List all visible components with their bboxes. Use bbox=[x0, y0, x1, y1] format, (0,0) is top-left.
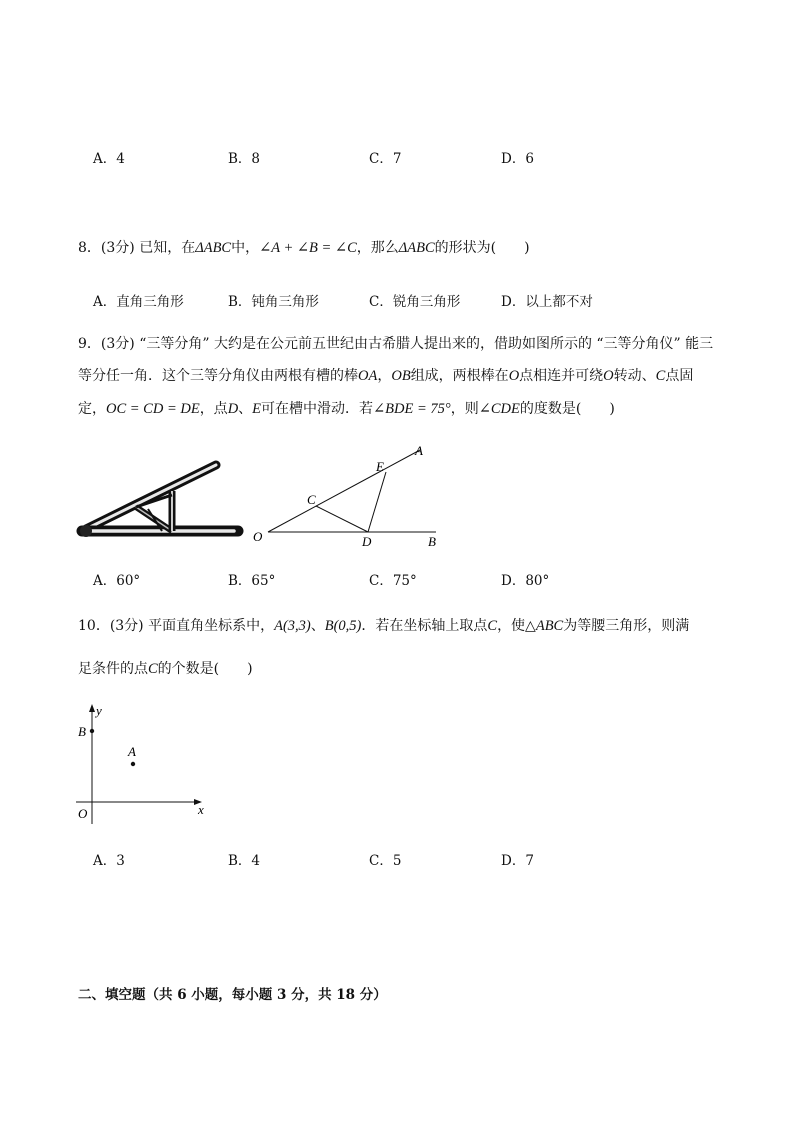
q9-geometry-diagram bbox=[250, 440, 450, 550]
q9-text: 定， bbox=[78, 401, 106, 417]
q10-line-1 bbox=[78, 610, 689, 642]
segment-cd bbox=[316, 506, 368, 532]
q7-option-b: B．8 bbox=[228, 151, 261, 167]
q9-ob: OB bbox=[391, 368, 411, 384]
q10-point-b: B(0,5) bbox=[324, 618, 362, 634]
q9-option-c: C．75° bbox=[369, 573, 417, 589]
trisector-photo bbox=[76, 455, 246, 550]
q9-text: 组成，两根棒在 bbox=[410, 368, 509, 384]
y-axis-arrow-icon bbox=[89, 704, 95, 712]
q9-text: 点固 bbox=[665, 368, 694, 384]
q8-mid1: 中， bbox=[231, 240, 260, 256]
label-a: A bbox=[128, 744, 136, 759]
q9-equation: OC = CD = DE bbox=[106, 401, 200, 417]
q10-text: 10．(3分) 平面直角坐标系中， bbox=[78, 618, 275, 634]
q9-angle-2: ∠CDE bbox=[478, 401, 520, 417]
q9-option-b: B．65° bbox=[228, 573, 276, 589]
q9-o: O bbox=[508, 368, 520, 384]
q8-prefix: 8．(3分) 已知，在 bbox=[78, 240, 196, 256]
q9-oa: OA bbox=[358, 368, 378, 384]
q10-text: ，使△ bbox=[497, 618, 536, 634]
q8-option-d: D．以上都不对 bbox=[501, 294, 593, 310]
q10-text: ．若在坐标轴上取点 bbox=[361, 618, 488, 634]
q9-option-d: D．80° bbox=[501, 573, 550, 589]
q9-text: 点相连并可绕 bbox=[519, 368, 604, 384]
q7-option-a: A．4 bbox=[93, 151, 125, 167]
label-b: B bbox=[428, 534, 436, 549]
q9-text: 、 bbox=[238, 401, 253, 417]
q9-text: 的度数是( ) bbox=[519, 401, 615, 417]
q10-abc: ABC bbox=[535, 618, 564, 634]
q9-d: D bbox=[227, 401, 239, 417]
q10-coordinate-diagram bbox=[72, 700, 217, 828]
q9-line-3 bbox=[78, 393, 615, 425]
q9-text: ， bbox=[377, 368, 392, 384]
label-d: D bbox=[362, 534, 372, 549]
q8-option-a: A．直角三角形 bbox=[93, 294, 184, 310]
q7-option-c: C．7 bbox=[369, 151, 402, 167]
label-a: A bbox=[415, 443, 423, 458]
q10-line-2 bbox=[78, 653, 253, 685]
q9-angle: ∠BDE = 75° bbox=[373, 401, 451, 417]
q8-stem bbox=[78, 232, 530, 264]
segment-de bbox=[368, 472, 386, 532]
label-o: O bbox=[78, 806, 88, 821]
label-o: O bbox=[253, 529, 263, 544]
point-a bbox=[131, 762, 135, 766]
q8-triangle-1: ΔABC bbox=[195, 240, 232, 256]
q8-triangle-2: ΔABC bbox=[398, 240, 435, 256]
q9-text: ，则 bbox=[450, 401, 479, 417]
q9-option-a: A．60° bbox=[93, 573, 141, 589]
q10-text: 足条件的点 bbox=[78, 661, 148, 677]
q10-option-d: D．7 bbox=[501, 853, 534, 869]
q9-text: ，点 bbox=[199, 401, 228, 417]
q8-suffix: 的形状为( ) bbox=[434, 240, 530, 256]
section-2-heading: 二、填空题（共 6 小题，每小题 3 分，共 18 分） bbox=[78, 987, 387, 1003]
q8-mid2: ，那么 bbox=[356, 240, 399, 256]
q8-condition: ∠A + ∠B = ∠C bbox=[259, 240, 357, 256]
trisector-pivot bbox=[80, 525, 92, 537]
q10-text: 的个数是( ) bbox=[157, 661, 253, 677]
q8-option-c: C．锐角三角形 bbox=[369, 294, 461, 310]
label-c: C bbox=[307, 492, 316, 507]
q10-option-a: A．3 bbox=[93, 853, 125, 869]
q9-line-1: 9．(3分) “三等分角” 大约是在公元前五世纪由古希腊人提出来的，借助如图所示的 “三等分角仪” 能三 bbox=[78, 336, 714, 352]
q9-o2: O bbox=[603, 368, 614, 384]
q8-option-b: B．钝角三角形 bbox=[228, 294, 319, 310]
label-b: B bbox=[78, 724, 86, 739]
q10-c: C bbox=[487, 618, 498, 634]
q10-text: 、 bbox=[310, 618, 325, 634]
point-b bbox=[90, 729, 94, 733]
q10-option-b: B．4 bbox=[228, 853, 261, 869]
label-e: E bbox=[376, 459, 384, 474]
q10-c2: C bbox=[148, 661, 158, 677]
q7-option-d: D．6 bbox=[501, 151, 534, 167]
q10-option-c: C．5 bbox=[369, 853, 402, 869]
q10-text: 为等腰三角形，则满 bbox=[563, 618, 690, 634]
q9-e: E bbox=[252, 401, 262, 417]
q9-line-2 bbox=[78, 360, 693, 392]
label-y: y bbox=[96, 703, 102, 718]
q9-text: 转动、 bbox=[613, 368, 656, 384]
q9-text: 等分任一角．这个三等分角仪由两根有槽的棒 bbox=[78, 368, 358, 384]
q10-point-a: A(3,3) bbox=[274, 618, 311, 634]
label-x: x bbox=[198, 802, 204, 817]
q9-text: 可在槽中滑动．若 bbox=[261, 401, 374, 417]
q9-c: C bbox=[655, 368, 666, 384]
